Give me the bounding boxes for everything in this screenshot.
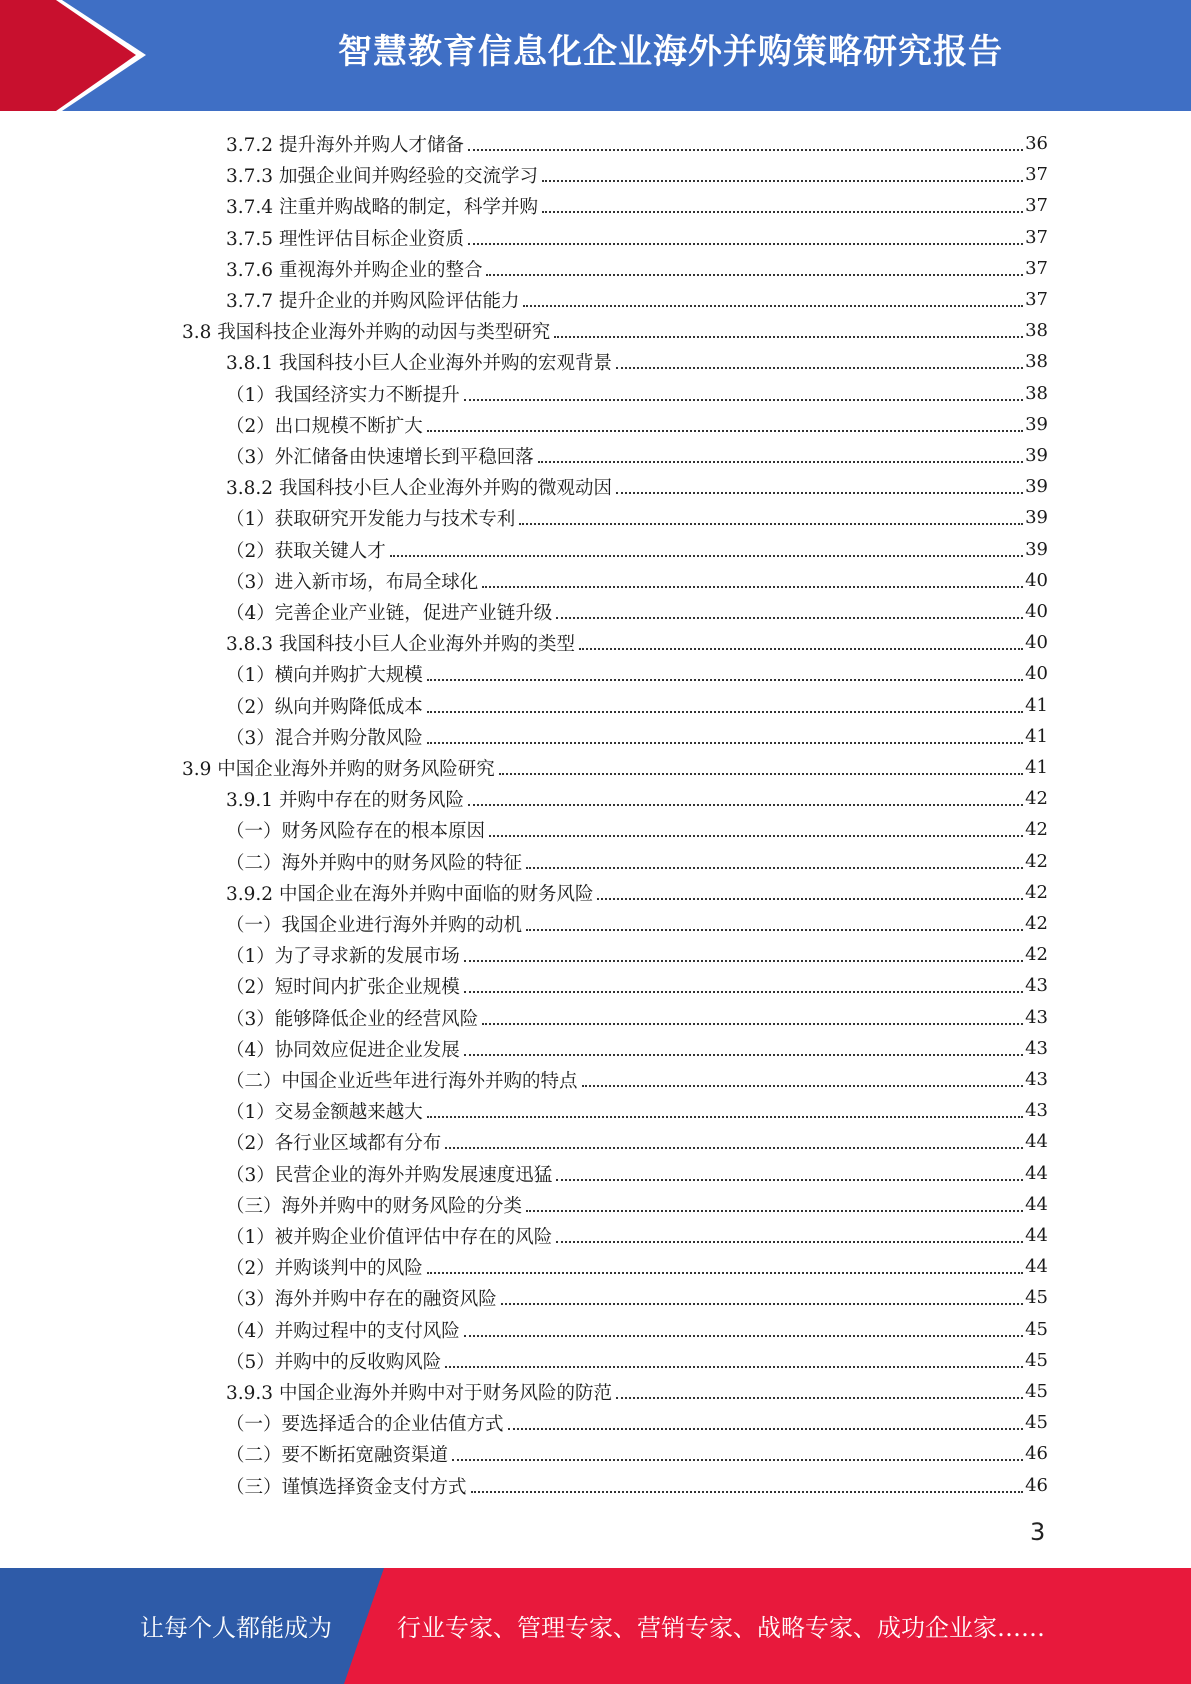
toc-entry-label: 3.9.2 中国企业在海外并购中面临的财务风险 — [226, 883, 594, 905]
toc-entry-label: （2）获取关键人才 — [226, 540, 386, 562]
toc-entry-page: 39 — [1025, 414, 1048, 435]
toc-dot-leader — [427, 430, 1023, 432]
toc-entry-label: （2）各行业区域都有分布 — [226, 1132, 442, 1154]
toc-entry-page: 37 — [1025, 195, 1048, 216]
toc-dot-leader — [464, 991, 1023, 993]
toc-entry-page: 46 — [1025, 1475, 1048, 1496]
toc-entry[interactable] — [226, 378, 1048, 409]
toc-entry-page: 44 — [1025, 1225, 1048, 1246]
toc-dot-leader — [482, 1023, 1023, 1025]
toc-entry-page: 37 — [1025, 289, 1048, 310]
toc-dot-leader — [501, 1303, 1023, 1305]
toc-entry-label: （4）协同效应促进企业发展 — [226, 1039, 460, 1061]
toc-entry[interactable] — [226, 1345, 1048, 1376]
toc-entry[interactable] — [226, 502, 1048, 533]
toc-entry-label: 3.9.3 中国企业海外并购中对于财务风险的防范 — [226, 1382, 612, 1404]
toc-dot-leader — [464, 399, 1023, 401]
toc-entry[interactable] — [226, 908, 1048, 939]
toc-entry[interactable] — [226, 877, 1048, 908]
toc-entry[interactable] — [226, 939, 1048, 970]
toc-dot-leader — [445, 1147, 1023, 1149]
toc-entry[interactable] — [226, 471, 1048, 502]
toc-dot-leader — [554, 336, 1023, 338]
toc-entry[interactable] — [226, 814, 1048, 845]
toc-entry-page: 39 — [1025, 445, 1048, 466]
toc-entry-page: 39 — [1025, 507, 1048, 528]
toc-entry[interactable] — [182, 315, 1048, 346]
toc-entry[interactable] — [182, 752, 1048, 783]
toc-dot-leader — [538, 461, 1023, 463]
toc-entry[interactable] — [226, 1438, 1048, 1469]
toc-entry[interactable] — [226, 1126, 1048, 1157]
toc-entry[interactable] — [226, 159, 1048, 190]
toc-dot-leader — [556, 1241, 1023, 1243]
toc-entry-page: 39 — [1025, 539, 1048, 560]
toc-dot-leader — [427, 1272, 1023, 1274]
toc-entry-label: （3）混合并购分散风险 — [226, 727, 423, 749]
toc-dot-leader — [582, 1085, 1024, 1087]
toc-entry[interactable] — [226, 1376, 1048, 1407]
toc-dot-leader — [468, 243, 1023, 245]
toc-entry-page: 37 — [1025, 164, 1048, 185]
toc-entry[interactable] — [226, 1158, 1048, 1189]
toc-dot-leader — [616, 367, 1023, 369]
toc-entry-page: 45 — [1025, 1350, 1048, 1371]
toc-dot-leader — [464, 1335, 1023, 1337]
toc-entry[interactable] — [226, 658, 1048, 689]
toc-entry-page: 39 — [1025, 476, 1048, 497]
toc-entry[interactable] — [226, 627, 1048, 658]
toc-entry-page: 43 — [1025, 1007, 1048, 1028]
toc-entry-page: 44 — [1025, 1256, 1048, 1277]
toc-dot-leader — [519, 523, 1023, 525]
toc-entry-page: 40 — [1025, 601, 1048, 622]
toc-entry[interactable] — [226, 1251, 1048, 1282]
toc-entry-label: （5）并购中的反收购风险 — [226, 1351, 442, 1373]
toc-entry-page: 45 — [1025, 1412, 1048, 1433]
toc-entry[interactable] — [226, 783, 1048, 814]
toc-entry-label: 3.7.7 提升企业的并购风险评估能力 — [226, 290, 520, 312]
document-title: 智慧教育信息化企业海外并购策略研究报告 — [338, 32, 1003, 72]
toc-entry-page: 45 — [1025, 1287, 1048, 1308]
toc-entry-label: （2）纵向并购降低成本 — [226, 696, 423, 718]
page-footer — [0, 1568, 1191, 1684]
toc-entry[interactable] — [226, 1407, 1048, 1438]
toc-entry-label: 3.7.2 提升海外并购人才储备 — [226, 134, 464, 156]
page-number: 3 — [1030, 1518, 1046, 1546]
toc-entry-label: （1）横向并购扩大规模 — [226, 664, 423, 686]
toc-entry-page: 41 — [1025, 726, 1048, 747]
toc-entry-label: 3.8.1 我国科技小巨人企业海外并购的宏观背景 — [226, 352, 612, 374]
toc-entry-label: （三）海外并购中的财务风险的分类 — [226, 1195, 523, 1217]
toc-dot-leader — [489, 835, 1023, 837]
toc-entry[interactable] — [226, 1033, 1048, 1064]
toc-entry-label: （3）进入新市场，布局全球化 — [226, 571, 479, 593]
toc-entry-page: 42 — [1025, 819, 1048, 840]
toc-entry[interactable] — [226, 596, 1048, 627]
toc-entry-label: （一）财务风险存在的根本原因 — [226, 820, 486, 842]
toc-dot-leader — [427, 679, 1023, 681]
toc-entry-label: （二）中国企业近些年进行海外并购的特点 — [226, 1070, 578, 1092]
toc-entry[interactable] — [226, 1064, 1048, 1095]
toc-entry-label: （3）外汇储备由快速增长到平稳回落 — [226, 446, 534, 468]
toc-dot-leader — [468, 149, 1023, 151]
toc-entry[interactable] — [226, 565, 1048, 596]
toc-entry-label: （二）海外并购中的财务风险的特征 — [226, 852, 523, 874]
toc-dot-leader — [526, 929, 1023, 931]
toc-dot-leader — [471, 1491, 1024, 1493]
toc-entry[interactable] — [226, 970, 1048, 1001]
arrow-decoration-icon — [0, 0, 160, 111]
toc-entry-label: 3.8.3 我国科技小巨人企业海外并购的类型 — [226, 633, 575, 655]
toc-entry-label: （一）我国企业进行海外并购的动机 — [226, 914, 523, 936]
toc-entry-page: 41 — [1025, 757, 1048, 778]
toc-entry-page: 43 — [1025, 1069, 1048, 1090]
toc-dot-leader — [464, 1054, 1023, 1056]
toc-entry-label: 3.7.5 理性评估目标企业资质 — [226, 228, 464, 250]
toc-dot-leader — [390, 555, 1023, 557]
toc-entry-page: 42 — [1025, 944, 1048, 965]
toc-dot-leader — [526, 1210, 1023, 1212]
toc-dot-leader — [616, 492, 1023, 494]
toc-entry-page: 46 — [1025, 1443, 1048, 1464]
toc-entry-page: 41 — [1025, 695, 1048, 716]
toc-entry-label: （1）被并购企业价值评估中存在的风险 — [226, 1226, 553, 1248]
toc-entry-page: 42 — [1025, 851, 1048, 872]
footer-slogan-right: 行业专家、管理专家、营销专家、战略专家、成功企业家…… — [397, 1614, 1045, 1642]
toc-entry[interactable] — [226, 1002, 1048, 1033]
toc-entry-label: （4）并购过程中的支付风险 — [226, 1320, 460, 1342]
toc-entry[interactable] — [226, 1470, 1048, 1501]
page-header — [0, 0, 1191, 111]
toc-entry[interactable] — [226, 690, 1048, 721]
toc-entry[interactable] — [226, 409, 1048, 440]
footer-slogan-left: 让每个人都能成为 — [140, 1614, 332, 1642]
toc-entry-page: 40 — [1025, 570, 1048, 591]
toc-dot-leader — [523, 305, 1023, 307]
toc-entry-label: 3.9 中国企业海外并购的财务风险研究 — [182, 758, 495, 780]
toc-entry-label: 3.7.4 注重并购战略的制定，科学并购 — [226, 196, 538, 218]
toc-dot-leader — [556, 1179, 1023, 1181]
toc-entry-label: （1）为了寻求新的发展市场 — [226, 945, 460, 967]
toc-dot-leader — [445, 1366, 1023, 1368]
toc-entry-page: 44 — [1025, 1131, 1048, 1152]
toc-entry-page: 44 — [1025, 1163, 1048, 1184]
toc-entry[interactable] — [226, 253, 1048, 284]
toc-entry[interactable] — [226, 284, 1048, 315]
toc-dot-leader — [542, 211, 1023, 213]
toc-entry-page: 37 — [1025, 227, 1048, 248]
toc-entry[interactable] — [226, 846, 1048, 877]
toc-entry[interactable] — [226, 1314, 1048, 1345]
toc-entry[interactable] — [226, 1095, 1048, 1126]
toc-entry-label: 3.9.1 并购中存在的财务风险 — [226, 789, 464, 811]
toc-dot-leader — [616, 1397, 1023, 1399]
toc-entry-page: 36 — [1025, 133, 1048, 154]
toc-dot-leader — [427, 711, 1023, 713]
toc-entry-page: 44 — [1025, 1194, 1048, 1215]
toc-entry-page: 42 — [1025, 788, 1048, 809]
toc-dot-leader — [542, 180, 1023, 182]
toc-entry-label: （1）我国经济实力不断提升 — [226, 384, 460, 406]
toc-dot-leader — [464, 960, 1023, 962]
toc-entry-label: （2）出口规模不断扩大 — [226, 415, 423, 437]
toc-entry[interactable] — [226, 128, 1048, 159]
toc-entry[interactable] — [226, 534, 1048, 565]
toc-entry-page: 43 — [1025, 1100, 1048, 1121]
toc-entry-label: （3）能够降低企业的经营风险 — [226, 1008, 479, 1030]
toc-dot-leader — [468, 804, 1023, 806]
toc-entry-page: 42 — [1025, 882, 1048, 903]
toc-dot-leader — [526, 867, 1023, 869]
toc-entry-label: （4）完善企业产业链，促进产业链升级 — [226, 602, 553, 624]
toc-dot-leader — [452, 1459, 1023, 1461]
toc-dot-leader — [597, 898, 1023, 900]
toc-dot-leader — [427, 742, 1023, 744]
toc-entry-label: （1）获取研究开发能力与技术专利 — [226, 508, 516, 530]
toc-entry-page: 42 — [1025, 913, 1048, 934]
toc-entry[interactable] — [226, 721, 1048, 752]
toc-entry-page: 45 — [1025, 1381, 1048, 1402]
toc-dot-leader — [486, 274, 1023, 276]
toc-entry[interactable] — [226, 1282, 1048, 1313]
toc-entry[interactable] — [226, 222, 1048, 253]
toc-entry-page: 43 — [1025, 1038, 1048, 1059]
toc-entry-label: （3）海外并购中存在的融资风险 — [226, 1288, 497, 1310]
toc-entry[interactable] — [226, 440, 1048, 471]
toc-entry-page: 43 — [1025, 975, 1048, 996]
toc-entry[interactable] — [226, 1220, 1048, 1251]
toc-entry-page: 37 — [1025, 258, 1048, 279]
toc-dot-leader — [556, 617, 1023, 619]
toc-entry-label: 3.7.6 重视海外并购企业的整合 — [226, 259, 483, 281]
toc-dot-leader — [508, 1428, 1024, 1430]
toc-entry-page: 38 — [1025, 351, 1048, 372]
toc-entry-label: （二）要不断拓宽融资渠道 — [226, 1444, 449, 1466]
toc-entry-label: （2）并购谈判中的风险 — [226, 1257, 423, 1279]
toc-dot-leader — [482, 586, 1023, 588]
toc-entry-page: 38 — [1025, 383, 1048, 404]
toc-entry-label: 3.8.2 我国科技小巨人企业海外并购的微观动因 — [226, 477, 612, 499]
toc-entry-page: 38 — [1025, 320, 1048, 341]
toc-dot-leader — [427, 1116, 1023, 1118]
toc-entry-page: 40 — [1025, 632, 1048, 653]
toc-entry-label: （3）民营企业的海外并购发展速度迅猛 — [226, 1164, 553, 1186]
toc-entry-page: 45 — [1025, 1319, 1048, 1340]
toc-entry-label: （2）短时间内扩张企业规模 — [226, 976, 460, 998]
toc-entry-label: （一）要选择适合的企业估值方式 — [226, 1413, 504, 1435]
toc-entry[interactable] — [226, 190, 1048, 221]
toc-entry[interactable] — [226, 346, 1048, 377]
toc-entry[interactable] — [226, 1189, 1048, 1220]
toc-dot-leader — [499, 773, 1023, 775]
toc-entry-label: 3.8 我国科技企业海外并购的动因与类型研究 — [182, 321, 551, 343]
toc-entry-label: （三）谨慎选择资金支付方式 — [226, 1476, 467, 1498]
toc-dot-leader — [579, 648, 1023, 650]
toc-entry-label: （1）交易金额越来越大 — [226, 1101, 423, 1123]
toc-entry-page: 40 — [1025, 663, 1048, 684]
toc-entry-label: 3.7.3 加强企业间并购经验的交流学习 — [226, 165, 538, 187]
